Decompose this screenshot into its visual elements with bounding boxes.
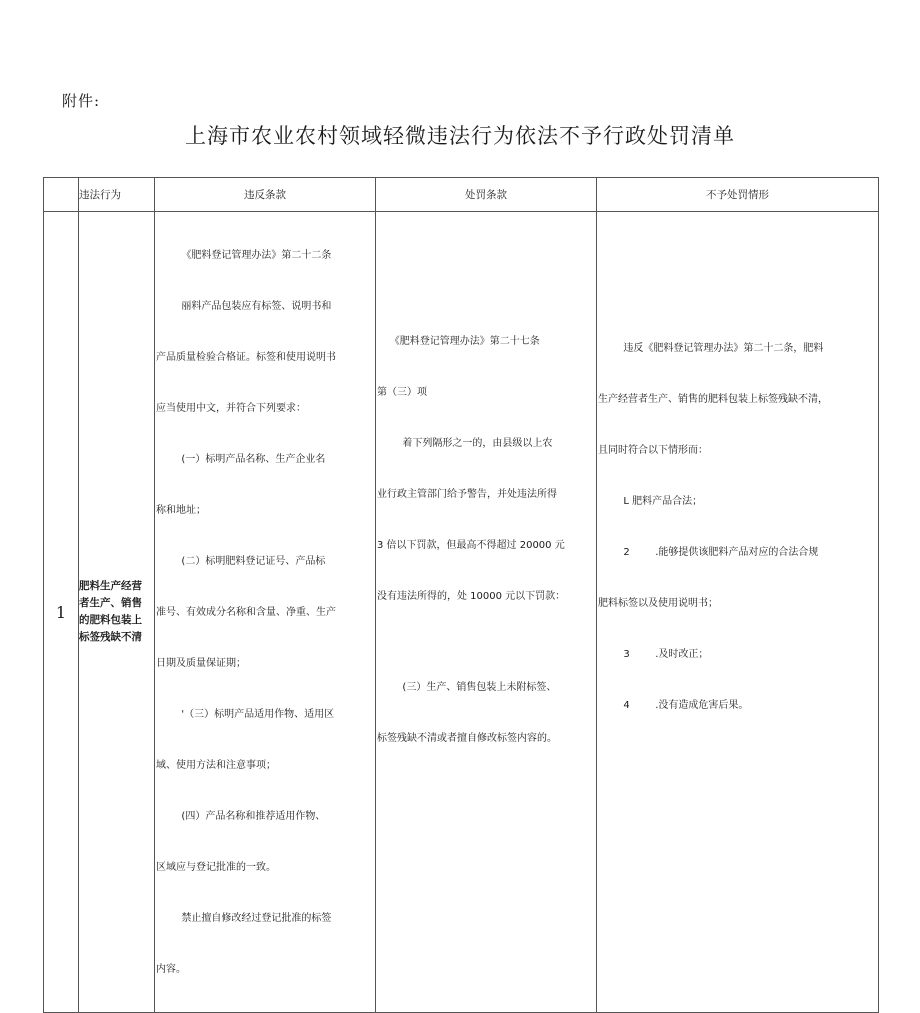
violated-line: 丽料产品包装应有标签、说明书和 <box>156 301 332 312</box>
penalty-line-gap <box>377 639 596 645</box>
violated-line: '（三）标明产品适用作物、适用区 <box>156 709 335 720</box>
violated-line: 区域应与登记批准的一致。 <box>156 862 276 873</box>
violated-line: (二）标明肥料登记证号、产品标 <box>156 556 326 567</box>
offense-cell <box>79 212 155 1013</box>
exempt-line: 生产经营者生产、销售的肥料包装上标签残缺不清， <box>598 394 828 405</box>
violated-line: (四）产品名称和推荐适用作物、 <box>156 811 326 822</box>
table-header-row <box>44 178 879 212</box>
penalty-list-table <box>43 177 879 1013</box>
violated-line: (一）标明产品名称、生产企业名 <box>156 454 326 465</box>
offense-line: 的肥料包装上 <box>79 614 142 626</box>
header-number <box>44 178 79 212</box>
offense-line: 者生产、销售 <box>79 597 142 609</box>
penalty-clause-cell <box>376 212 597 1013</box>
exempt-line: 违反《肥料登记管理办法》第二十二条，肥料 <box>598 343 824 354</box>
header-violated-clause: 违反条款 <box>155 178 376 212</box>
exempt-line: 3 .及时改正； <box>598 649 709 660</box>
attachment-label: 附件: <box>62 92 101 110</box>
row-number: 1 <box>44 212 79 1013</box>
exempt-line: 2 .能够提供该肥料产品对应的合法合规 <box>598 547 819 558</box>
violated-line: 禁止擅自修改经过登记批准的标签 <box>156 913 332 924</box>
penalty-line: 《肥料登记管理办法》第二十七条 <box>377 336 540 347</box>
violated-line: 内容。 <box>156 964 186 975</box>
offense-line: 标签残缺不清 <box>79 631 142 643</box>
violated-line: 日期及质量保证期； <box>156 658 246 669</box>
table-row <box>44 212 879 1013</box>
exempt-line: 肥料标签以及使用说明书； <box>598 598 718 609</box>
violated-line: 域、使用方法和注意事项； <box>156 760 276 771</box>
violated-line: 应当使用中文，并符合下列要求： <box>156 403 306 414</box>
violated-line: 产品质量检验合格证。标签和使用说明书 <box>156 352 336 363</box>
page-title: 上海市农业农村领域轻微违法行为依法不予行政处罚清单 <box>185 124 735 148</box>
header-offense: 违法行为 <box>79 178 155 212</box>
penalty-line: 3 倍以下罚款，但最高不得超过 20000 元 <box>377 540 565 551</box>
exempt-circumstance-cell <box>597 212 879 1013</box>
violated-line: 称和地址； <box>156 505 206 516</box>
penalty-line: 没有违法所得的，处 10000 元以下罚款： <box>377 591 566 602</box>
penalty-line: 业行政主管部门给予警告，并处违法所得 <box>377 489 557 500</box>
violated-line: 《肥料登记管理办法》第二十二条 <box>156 250 332 261</box>
header-penalty-clause: 处罚条款 <box>376 178 597 212</box>
penalty-line: 标签残缺不清或者擅自修改标签内容的。 <box>377 733 557 744</box>
violated-line: 准号、有效成分名称和含量、净重、生产 <box>156 607 336 618</box>
offense-line: 肥料生产经营 <box>79 580 142 592</box>
exempt-line: 4 .没有造成危害后果。 <box>598 700 749 711</box>
exempt-line: L 肥料产品合法； <box>598 496 703 507</box>
penalty-line: 第（三）项 <box>377 387 427 398</box>
header-exempt-circumstance: 不予处罚情形 <box>597 178 879 212</box>
penalty-line: 着下列隔形之一的，由县级以上农 <box>377 438 553 449</box>
exempt-line: 且同时符合以下情形而： <box>598 445 708 456</box>
violated-clause-cell <box>155 212 376 1013</box>
penalty-line: (三）生产、销售包装上未附标签、 <box>377 682 557 693</box>
